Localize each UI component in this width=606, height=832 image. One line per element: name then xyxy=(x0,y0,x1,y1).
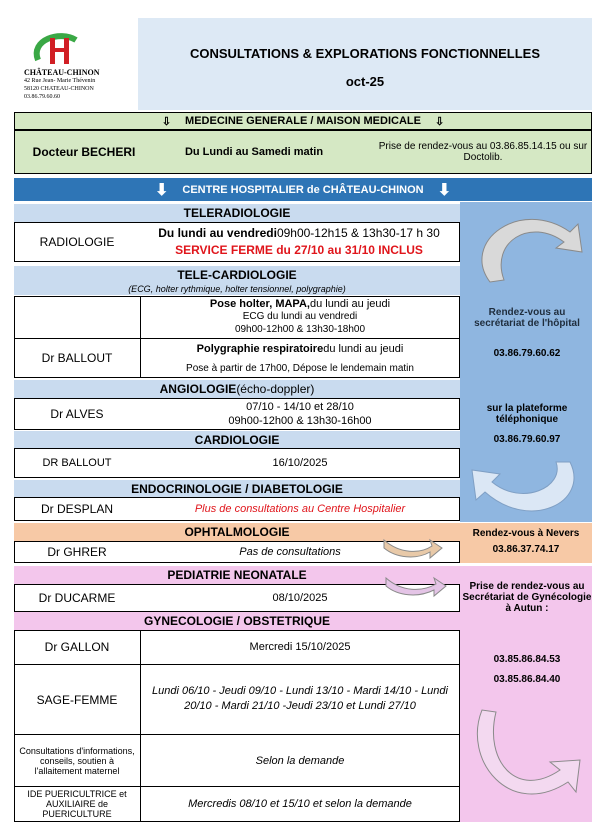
gyneco-rdv: Prise de rendez-vous au Secrétariat de Gynécologie à Autun : xyxy=(462,580,592,614)
endo-doctor: Dr DESPLAN xyxy=(40,502,114,516)
down-arrow-icon: ⬇ xyxy=(437,181,451,199)
gyneco-phone1: 03.85.86.84.53 xyxy=(493,653,561,665)
telecardio-ecg-hours: 09h00-12h00 & 13h30-18h00 xyxy=(234,324,366,335)
angio-heading xyxy=(14,380,460,398)
telecardio-holter xyxy=(140,297,460,310)
telecardio-doctor: Dr BALLOUT xyxy=(41,351,113,365)
ophtalmo-phone: 03.86.37.74.17 xyxy=(492,543,560,555)
telecardio-poly-detail: Pose à partir de 17h00, Dépose le lendemain matin xyxy=(186,363,414,374)
holter-title: Pose holter, MAPA, xyxy=(209,297,310,310)
gyneco-doctor: Dr GALLON xyxy=(44,640,110,654)
medecine-heading xyxy=(14,112,592,130)
header-panel xyxy=(138,18,592,110)
page-title: CONSULTATIONS & EXPLORATIONS FONCTIONNELLES xyxy=(189,46,541,61)
ophtalmo-doctor: Dr GHRER xyxy=(47,545,107,559)
holter-days: du lundi au jeudi xyxy=(309,297,391,310)
centre-heading xyxy=(14,178,592,201)
telecardio-poly xyxy=(140,342,460,356)
allaitement-label: Consultations d'informations, conseils, soutien à l'allaitement maternel xyxy=(19,745,135,776)
medecine-schedule: Du Lundi au Samedi matin xyxy=(184,146,324,158)
endo-heading: ENDOCRINOLOGIE / DIABETOLOGIE xyxy=(14,480,460,497)
gyneco-phone2: 03.85.86.84.40 xyxy=(493,673,561,685)
medecine-doctor: Docteur BECHERI xyxy=(32,145,136,159)
cardio-date: 16/10/2025 xyxy=(272,457,328,469)
curved-arrows-icon xyxy=(460,202,592,522)
telecardio-heading: TELE-CARDIOLOGIE xyxy=(14,266,460,283)
teleradio-label: RADIOLOGIE xyxy=(39,235,115,249)
hospital-logo-icon xyxy=(30,30,80,70)
angio-doctor: Dr ALVES xyxy=(50,407,104,421)
curved-arrow-icon xyxy=(382,572,448,600)
sidebar-phone2: 03.86.79.60.97 xyxy=(493,433,561,445)
logo-address1: 42 Rue Jean- Marie Thévenin xyxy=(24,78,96,84)
down-arrow-icon: ⬇ xyxy=(154,181,169,199)
poly-days: du lundi au jeudi xyxy=(323,343,404,355)
telecardio-subheading: (ECG, holter rythmique, holter tensionnel, polygraphie) xyxy=(14,283,460,295)
curved-arrow-icon xyxy=(470,700,586,822)
logo-block xyxy=(14,18,138,110)
ide-text: Mercredis 08/10 et 15/10 et selon la demande xyxy=(188,798,412,810)
sidebar-rdv2: sur la plateforme téléphonique xyxy=(486,403,568,425)
angio-heading-sub: (écho-doppler) xyxy=(236,382,315,396)
sagefemme-line2: 20/10 - Mardi 21/10 -Jeudi 23/10 et Lundi 27/10 xyxy=(184,700,416,712)
ophtalmo-rdv: Rendez-vous à Nevers xyxy=(472,527,580,539)
cardio-heading: CARDIOLOGIE xyxy=(14,431,460,448)
angio-heading-title: ANGIOLOGIE xyxy=(159,382,237,396)
centre-heading-text: CENTRE HOSPITALIER de CHÂTEAU-CHINON xyxy=(182,183,424,196)
sagefemme-label: SAGE-FEMME xyxy=(36,692,118,707)
gyneco-date: Mercredi 15/10/2025 xyxy=(249,641,351,653)
pediatrie-doctor: Dr DUCARME xyxy=(38,591,116,605)
sidebar-rdv1: Rendez-vous au secrétariat de l'hôpital xyxy=(474,307,580,329)
cardio-doctor: DR BALLOUT xyxy=(42,457,112,469)
down-arrow-icon: ⇩ xyxy=(161,115,172,128)
teleradio-heading: TELERADIOLOGIE xyxy=(14,204,460,222)
medecine-heading-text: MEDECINE GENERALE / MAISON MEDICALE xyxy=(185,115,421,127)
medecine-rdv: Prise de rendez-vous au 03.86.85.14.15 ou sur Doctolib. xyxy=(378,141,588,163)
gyneco-heading: GYNECOLOGIE / OBSTETRIQUE xyxy=(14,612,460,630)
pediatrie-heading: PEDIATRIE NEONATALE xyxy=(14,566,460,584)
logo-name: CHÂTEAU-CHINON xyxy=(24,68,100,77)
down-arrow-icon: ⇩ xyxy=(434,115,445,128)
page-month: oct-25 xyxy=(345,74,385,89)
logo-address2: 58120 CHATEAU-CHINON xyxy=(24,86,94,92)
teleradio-times: 09h00-12h15 & 13h30-17 h 30 xyxy=(276,226,440,240)
telecardio-ecg: ECG du lundi au vendredi xyxy=(242,311,358,322)
poly-title: Polygraphie respiratoire xyxy=(196,343,324,355)
angio-dates: 07/10 - 14/10 et 28/10 xyxy=(246,401,354,413)
logo-phone: 03.86.79.60.60 xyxy=(24,94,60,100)
angio-hours: 09h00-12h00 & 13h30-16h00 xyxy=(228,415,372,427)
teleradio-closure: SERVICE FERME du 27/10 au 31/10 INCLUS xyxy=(175,243,423,257)
ophtalmo-heading: OPHTALMOLOGIE xyxy=(14,523,460,541)
teleradio-hours xyxy=(140,224,458,242)
allaitement-text: Selon la demande xyxy=(255,754,345,767)
teleradio-days: Du lundi au vendredi xyxy=(158,226,277,240)
pediatrie-date: 08/10/2025 xyxy=(272,592,328,604)
endo-text: Plus de consultations au Centre Hospitalier xyxy=(194,503,406,515)
ophtalmo-text: Pas de consultations xyxy=(239,546,341,558)
sidebar-phone1: 03.86.79.60.62 xyxy=(493,347,561,359)
sagefemme-line1: Lundi 06/10 - Jeudi 09/10 - Lundi 13/10 - Mardi 14/10 - Lundi xyxy=(152,685,448,697)
curved-arrow-icon xyxy=(380,534,444,562)
ide-label: IDE PUERICULTRICE et AUXILIAIRE de PUERICULTURE xyxy=(27,789,127,819)
